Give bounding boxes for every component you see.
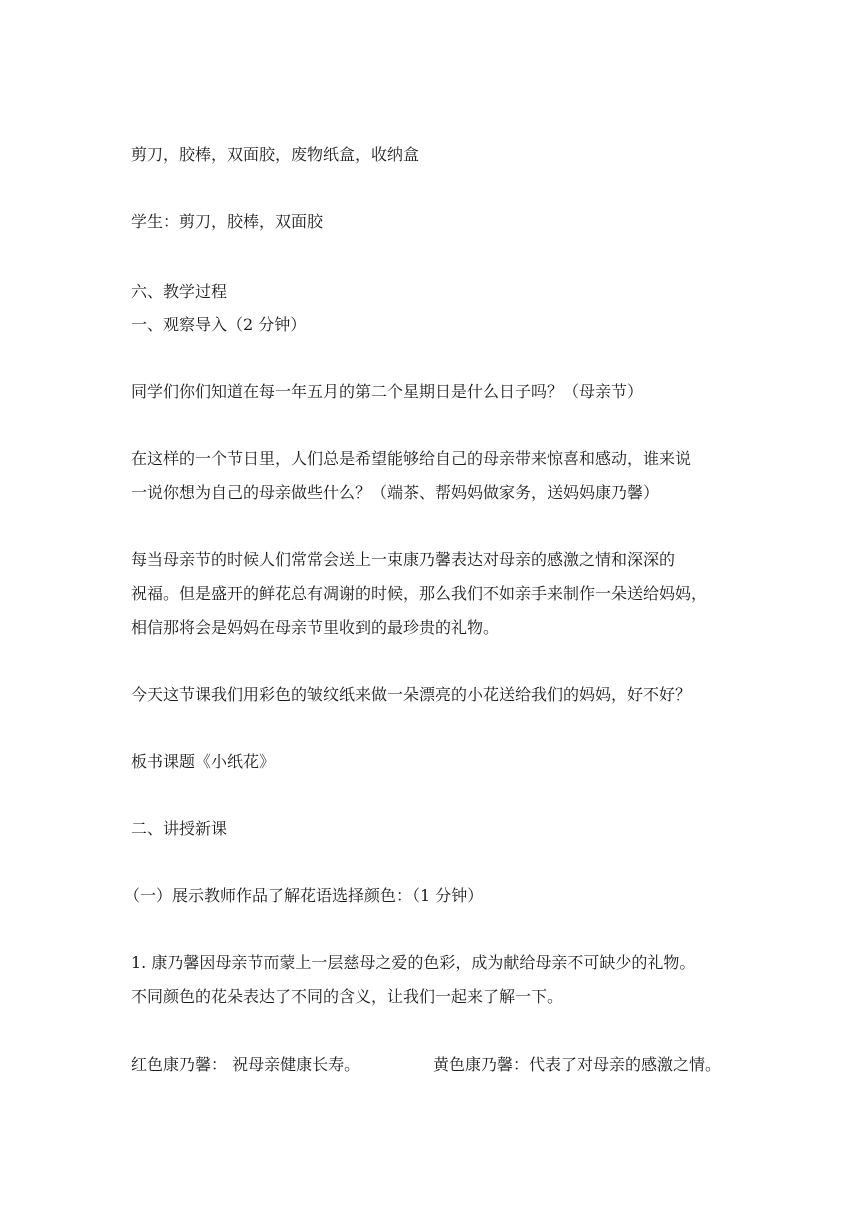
- yellow-carnation-meaning: 黄色康乃馨：代表了对母亲的感激之情。: [433, 1055, 722, 1074]
- paragraph-gift-line-1: 在这样的一个节日里，人们总是希望能够给自己的母亲带来惊喜和感动，谁来说: [131, 449, 692, 468]
- materials-teacher-line: 剪刀，胶棒，双面胶，废物纸盒，收纳盒: [131, 145, 420, 164]
- step-one-heading: 一、观察导入（2 分钟）: [131, 315, 307, 334]
- red-carnation-meaning: 红色康乃馨： 祝母亲健康长寿。: [131, 1055, 361, 1074]
- paragraph-carnation-line-1: 每当母亲节的时候人们常常会送上一束康乃馨表达对母亲的感激之情和深深的: [131, 550, 676, 569]
- paragraph-gift-line-2: 一说你想为自己的母亲做些什么？（端茶、帮妈妈做家务，送妈妈康乃馨）: [131, 483, 660, 502]
- item-one-line-2: 不同颜色的花朵表达了不同的含义，让我们一起来了解一下。: [131, 987, 564, 1006]
- step-two-heading: 二、讲授新课: [131, 819, 228, 838]
- paragraph-question-mothers-day: 同学们你们知道在每一年五月的第二个星期日是什么日子吗？（母亲节）: [131, 382, 644, 401]
- paragraph-lesson-intro: 今天这节课我们用彩色的皱纹纸来做一朵漂亮的小花送给我们的妈妈，好不好？: [131, 685, 692, 704]
- sub-one-heading: （一）展示教师作品了解花语选择颜色：（1 分钟）: [124, 886, 484, 905]
- paragraph-carnation-line-3: 相信那将会是妈妈在母亲节里收到的最珍贵的礼物。: [131, 618, 500, 637]
- materials-student-line: 学生：剪刀，胶棒，双面胶: [131, 212, 324, 231]
- board-title-line: 板书课题《小纸花》: [131, 752, 276, 771]
- item-one-line-1: 1. 康乃馨因母亲节而蒙上一层慈母之爱的色彩，成为献给母亲不可缺少的礼物。: [131, 953, 696, 972]
- section-six-heading: 六、教学过程: [131, 282, 228, 301]
- paragraph-carnation-line-2: 祝福。但是盛开的鲜花总有凋谢的时候，那么我们不如亲手来制作一朵送给妈妈，: [131, 584, 708, 603]
